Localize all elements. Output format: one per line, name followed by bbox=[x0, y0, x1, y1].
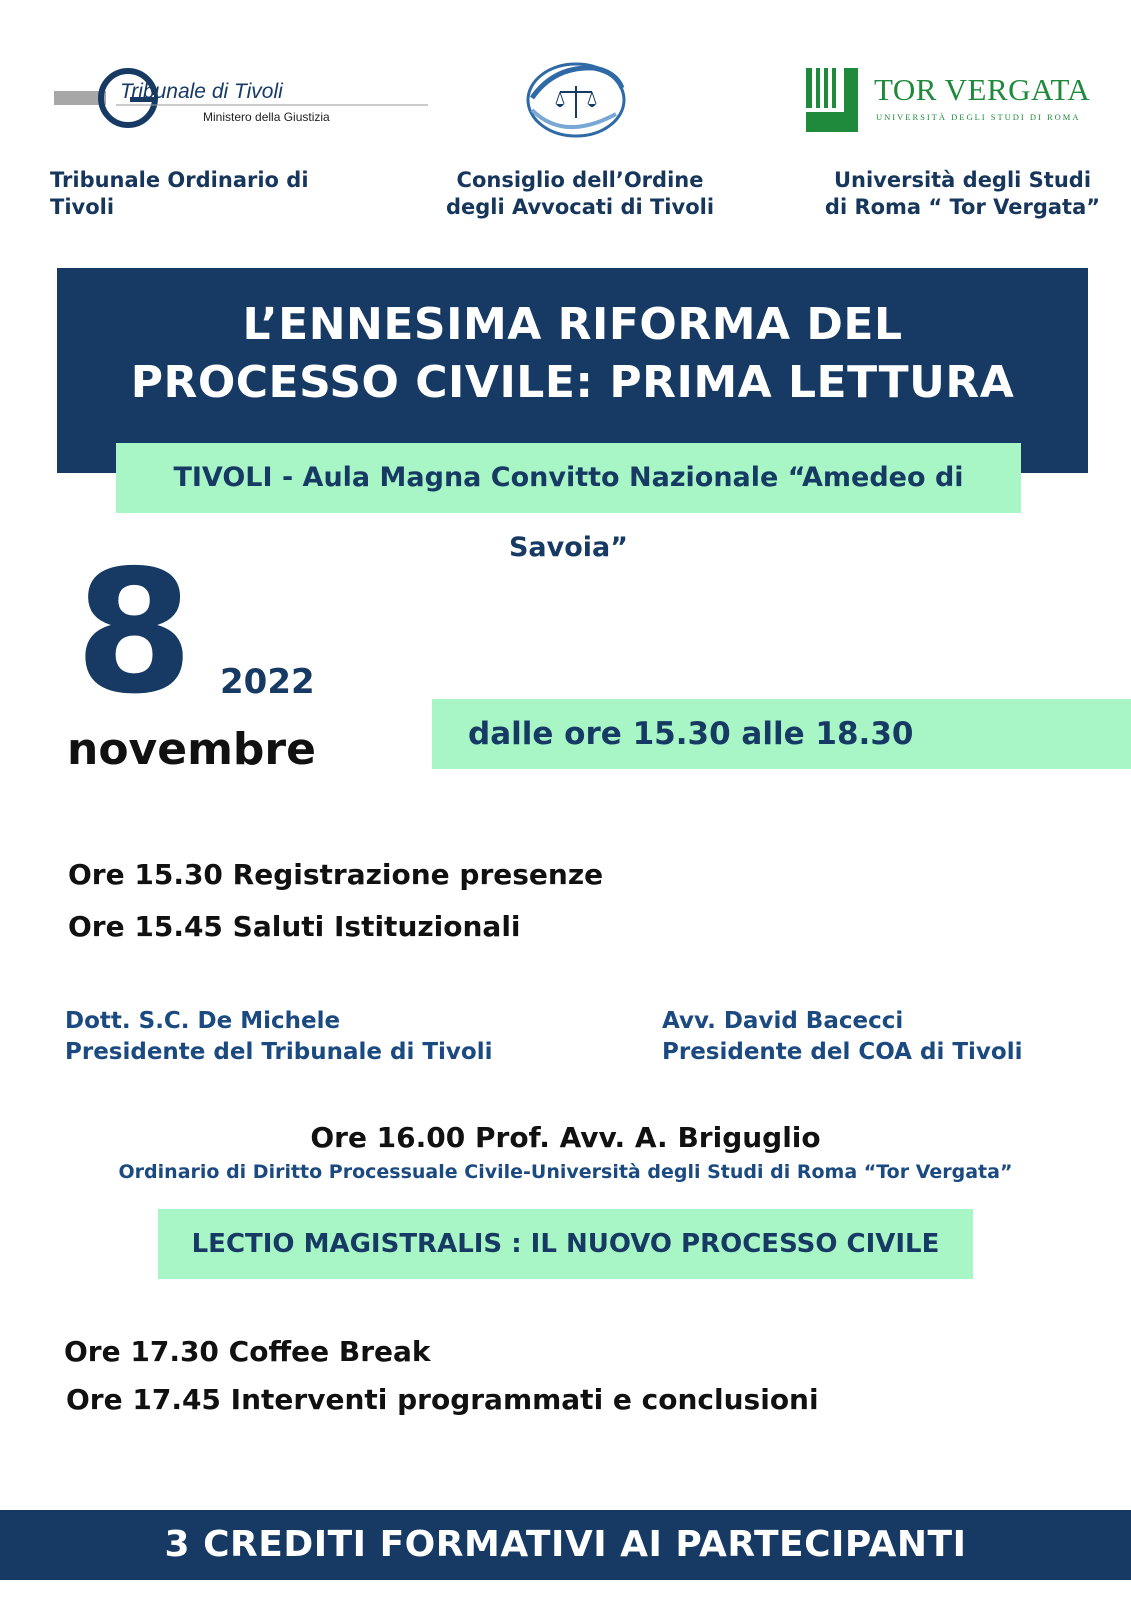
consiglio-seal-mark bbox=[524, 58, 628, 142]
venue-banner: TIVOLI - Aula Magna Convitto Nazionale “Amedeo di Savoia” bbox=[116, 443, 1021, 513]
lecturer-role: Ordinario di Diritto Processuale Civile-Università degli Studi di Roma “Tor Vergata” bbox=[118, 1161, 1013, 1183]
lectio-banner: LECTIO MAGISTRALIS : IL NUOVO PROCESSO CIVILE bbox=[158, 1209, 973, 1279]
speaker-left-name: Dott. S.C. De Michele bbox=[65, 1008, 341, 1034]
tor-vergata-sub: UNIVERSITÀ DEGLI STUDI DI ROMA bbox=[876, 112, 1081, 122]
speaker-left-role: Presidente del Tribunale di Tivoli bbox=[65, 1039, 493, 1065]
tor-vergata-logo-mark bbox=[806, 68, 866, 134]
program-item-conclusions: Ore 17.45 Interventi programmati e conclusioni bbox=[66, 1383, 819, 1416]
credits-footer: 3 CREDITI FORMATIVI AI PARTECIPANTI bbox=[0, 1510, 1131, 1580]
consiglio-label bbox=[430, 167, 730, 221]
tor-vergata-logo bbox=[806, 68, 866, 134]
speaker-left bbox=[65, 1006, 492, 1068]
tribunale-label: Tribunale Ordinario di Tivoli bbox=[50, 168, 309, 219]
tor-vergata-label bbox=[815, 167, 1110, 221]
speaker-right bbox=[662, 1006, 1022, 1068]
program-item-coffee: Ore 17.30 Coffee Break bbox=[64, 1335, 431, 1368]
date-month: novembre bbox=[67, 724, 316, 775]
program-item-greetings: Ore 15.45 Saluti Istituzionali bbox=[68, 910, 521, 943]
program-item-registration: Ore 15.30 Registrazione presenze bbox=[68, 858, 604, 891]
program-item-lecture: Ore 16.00 Prof. Avv. A. Briguglio bbox=[310, 1121, 821, 1154]
tribunale-logo-sub: Ministero della Giustizia bbox=[203, 110, 330, 124]
consiglio-label-line1: Consiglio dell’Ordine bbox=[456, 168, 704, 192]
consiglio-label-line2: degli Avvocati di Tivoli bbox=[445, 195, 715, 219]
event-title-line2: PROCESSO CIVILE: PRIMA LETTURA bbox=[130, 357, 1015, 408]
tor-vergata-label-line1: Università degli Studi bbox=[833, 168, 1092, 192]
consiglio-seal bbox=[524, 58, 628, 142]
date-year: 2022 bbox=[220, 662, 315, 702]
speaker-right-role: Presidente del COA di Tivoli bbox=[662, 1039, 1023, 1065]
tor-vergata-label-line2: di Roma “ Tor Vergata” bbox=[824, 195, 1101, 219]
time-range-banner: dalle ore 15.30 alle 18.30 bbox=[432, 699, 1131, 769]
event-title-line1: L’ENNESIMA RIFORMA DEL bbox=[242, 299, 903, 350]
tor-vergata-brand: TOR VERGATA bbox=[874, 72, 1091, 107]
speaker-right-name: Avv. David Bacecci bbox=[662, 1008, 904, 1034]
event-title bbox=[57, 296, 1088, 412]
date-day: 8 bbox=[75, 534, 194, 732]
tribunale-logo-brand: Tribunale di Tivoli bbox=[120, 80, 283, 103]
